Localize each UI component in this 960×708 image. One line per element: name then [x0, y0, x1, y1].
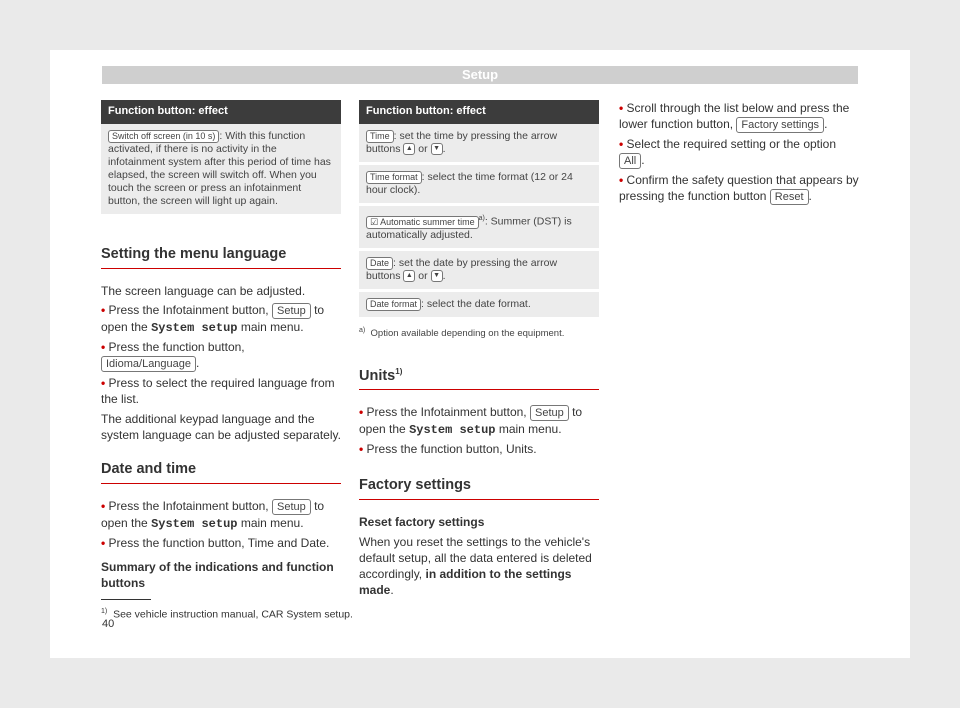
- date-format-button: Date format: [366, 298, 421, 311]
- bullet-item: • Press to select the required language from the list.: [101, 376, 335, 406]
- bullet-item: • Scroll through the list below and press the lower function button, Factory settings .: [619, 101, 850, 131]
- table-footnote: $^{a)}$ Option available depending on the equipment.: [359, 326, 565, 339]
- bullet-item: • Press the Infotainment button, Setup to open the System setup main menu.: [101, 303, 325, 335]
- all-button: All: [619, 153, 641, 169]
- table-header: Function button: effect: [359, 100, 599, 124]
- page-number: 40: [102, 618, 115, 630]
- section-heading-units: Units$^{1)}$: [359, 367, 599, 391]
- table-row: ☑ Automatic summer time $^{a)}$: Summer (DST) is automatically adjusted.: [359, 203, 599, 248]
- switch-off-screen-button: Switch off screen (in 10 s): [108, 130, 219, 143]
- bullet-item: • Press the function button, Idioma/Language .: [101, 340, 245, 370]
- factory-settings-button: Factory settings: [736, 117, 824, 133]
- page-footnote: $^{1)}$ See vehicle instruction manual, CAR System setup.: [101, 608, 353, 621]
- bullet-item: • Press the function button, Units.: [359, 442, 537, 457]
- paragraph: When you reset the settings to the vehicle's default setup, all the data entered is deleted accordingly, in addition to the settings made.: [359, 535, 592, 598]
- bullet-item: • Confirm the safety question that appears by pressing the function button Reset .: [619, 173, 859, 203]
- table-row: Time : set the time by pressing the arrow buttons ▲ or ▼ .: [359, 124, 599, 162]
- table-row: Date : set the date by pressing the arrow buttons ▲ or ▼ .: [359, 248, 599, 289]
- date-button: Date: [366, 257, 393, 270]
- time-button: Time: [366, 130, 394, 143]
- setup-button: Setup: [272, 303, 311, 319]
- column-2: [359, 100, 599, 598]
- arrow-down-icon: ▼: [431, 143, 443, 155]
- page-header-title: Setup: [461, 67, 499, 82]
- section-heading-factory: Factory settings: [359, 477, 599, 500]
- paragraph: The additional keypad language and the system language can be adjusted separately.: [101, 412, 341, 442]
- bullet-item: • Select the required setting or the option All .: [619, 137, 837, 167]
- page-header-bar: [102, 66, 858, 84]
- arrow-up-icon: ▲: [403, 270, 415, 282]
- footnote-divider: [101, 599, 151, 600]
- bullet-item: • Press the function button, Time and Date.: [101, 536, 330, 550]
- bullet-item: • Press the Infotainment button, Setup to open the System setup main menu.: [101, 499, 325, 531]
- bullet-item: • Press the Infotainment button, Setup to open the System setup main menu.: [359, 405, 583, 438]
- table-row: Date format : select the date format.: [359, 289, 599, 317]
- time-format-button: Time format: [366, 171, 422, 184]
- setup-button: Setup: [530, 405, 569, 421]
- table-row: Time format : select the time format (12 or 24 hour clock).: [359, 162, 599, 203]
- subheading: Reset factory settings: [359, 515, 485, 530]
- summary-label: Summary of the indications and function buttons: [101, 560, 334, 590]
- table-header: Function button: effect: [101, 100, 341, 124]
- column-1: [101, 100, 341, 591]
- column-3: [619, 100, 859, 205]
- automatic-summer-time-button: ☑ Automatic summer time: [366, 216, 479, 229]
- arrow-up-icon: ▲: [403, 143, 415, 155]
- table-row-text: : With this function activated, if there is no activity in the infotainment system after this period of time has elapsed, the screen will switch off. When you touch the screen or press an infotainment button, the screen will light up again.: [108, 130, 331, 207]
- table-row: [101, 124, 341, 214]
- arrow-down-icon: ▼: [431, 270, 443, 282]
- paragraph: The screen language can be adjusted.: [101, 284, 306, 298]
- setup-button: Setup: [272, 499, 311, 515]
- language-button: Idioma/Language: [101, 356, 196, 372]
- section-heading-date-time: Date and time: [101, 461, 341, 484]
- reset-button: Reset: [770, 189, 809, 205]
- section-heading-language: Setting the menu language: [101, 246, 341, 269]
